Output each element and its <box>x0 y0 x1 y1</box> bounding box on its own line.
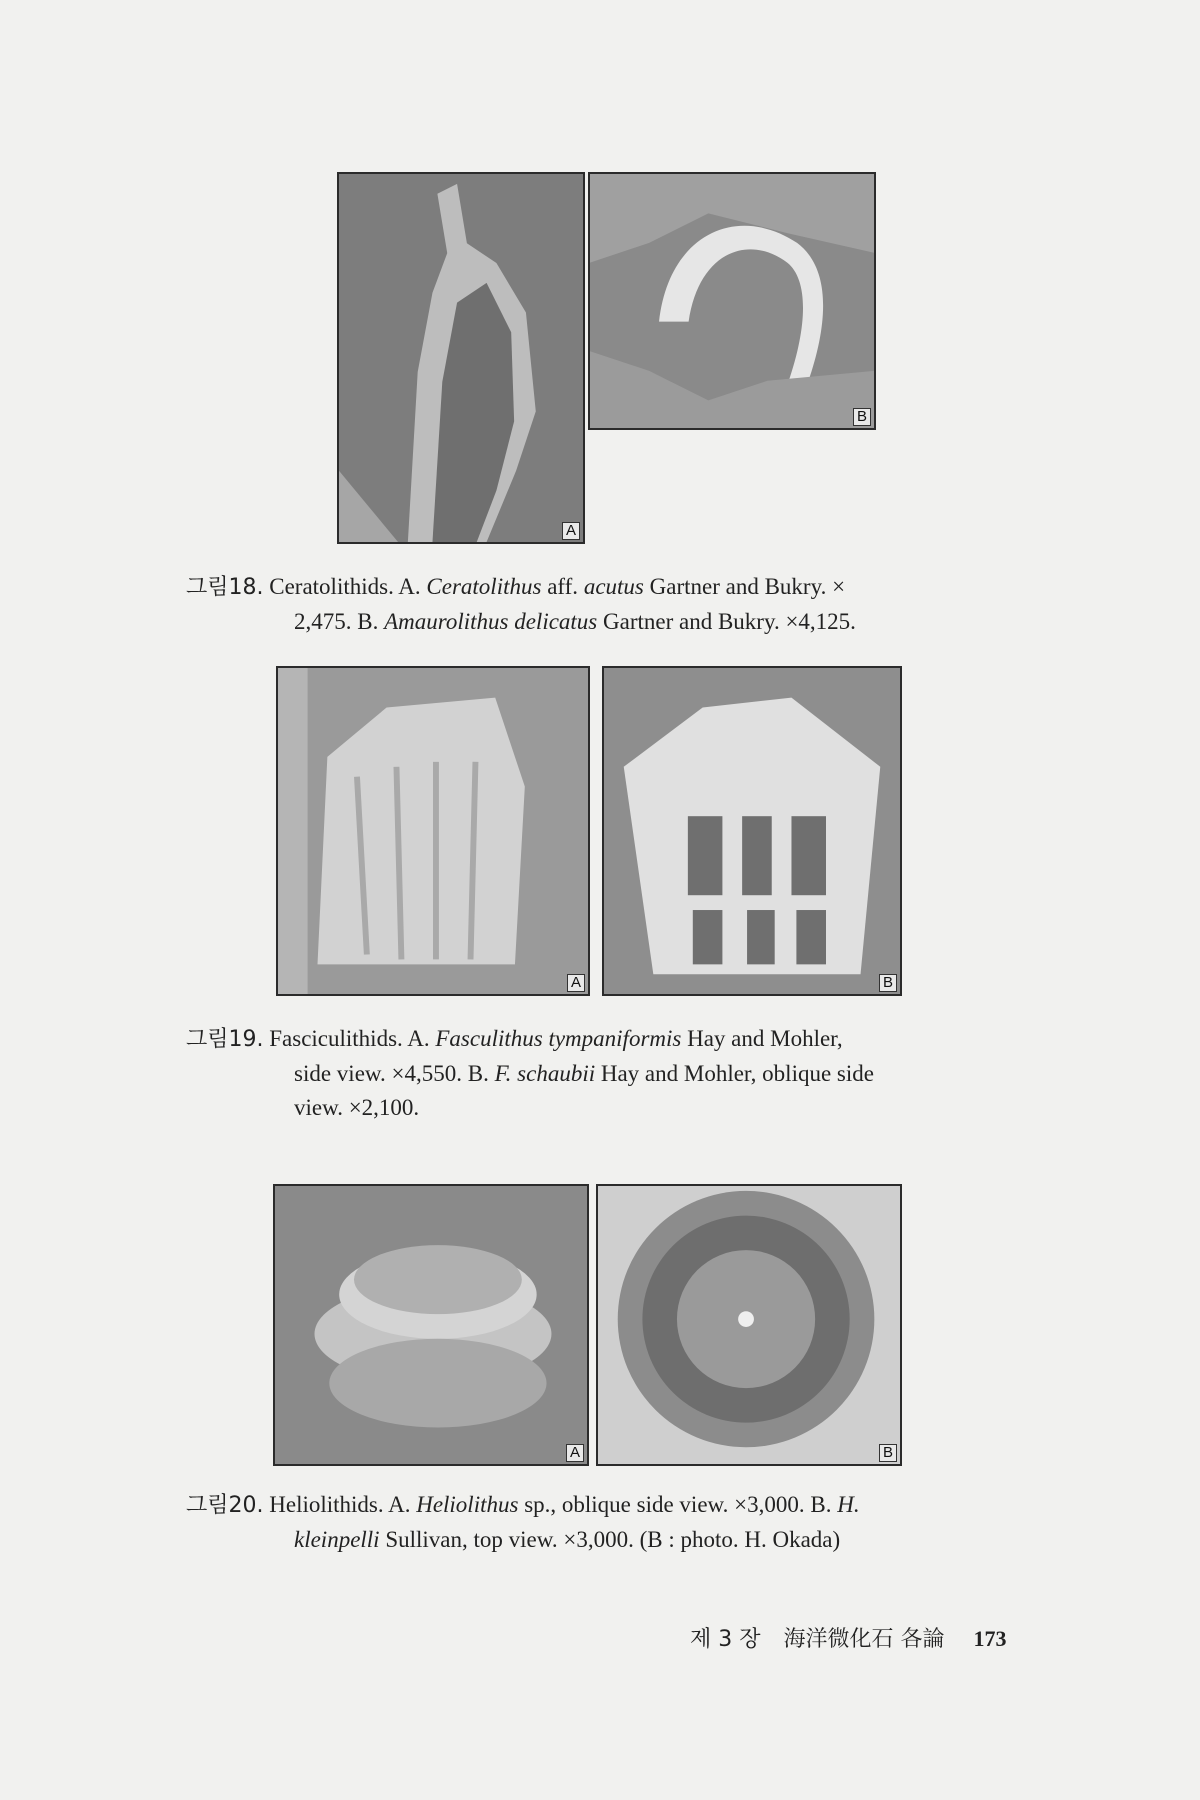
fig18-panel-b <box>588 172 876 430</box>
taxon-name: acutus <box>583 574 644 599</box>
amaurolithus-micrograph <box>590 174 874 428</box>
caption-text: Hay and Mohler, <box>681 1026 843 1051</box>
running-footer <box>690 1622 1023 1653</box>
fig20-caption <box>186 1488 1046 1557</box>
panel-label: B <box>879 1444 897 1462</box>
fasculithus-schaubii-micrograph <box>604 668 900 994</box>
chapter-title: 海洋微化石 各論 <box>783 1627 945 1652</box>
fig18-panel-a <box>337 172 585 544</box>
figure-number: 그림19. <box>186 1027 264 1052</box>
fig19-caption <box>186 1022 1036 1125</box>
fig19-panel-b <box>602 666 902 996</box>
caption-text: view. ×2,100. <box>294 1095 420 1120</box>
chapter-label: 제 3 장 <box>690 1627 761 1652</box>
fasculithus-micrograph <box>278 668 588 994</box>
caption-line <box>186 1523 1046 1557</box>
ceratolithus-micrograph <box>339 174 583 542</box>
panel-label: B <box>879 974 897 992</box>
caption-line <box>186 1091 1036 1125</box>
taxon-name: kleinpelli <box>294 1527 380 1552</box>
figure-number: 그림20. <box>186 1493 264 1518</box>
caption-text: sp., oblique side view. ×3,000. B. <box>518 1492 838 1517</box>
taxon-name: Heliolithus <box>416 1492 519 1517</box>
caption-text: side view. ×4,550. B. <box>294 1061 495 1086</box>
caption-text: Hay and Mohler, oblique side <box>595 1061 874 1086</box>
page-number: 173 <box>973 1626 1007 1651</box>
taxon-name: Ceratolithus <box>426 574 542 599</box>
caption-line <box>186 1057 1036 1091</box>
caption-text: Gartner and Bukry. × <box>643 574 846 599</box>
panel-label: B <box>853 408 871 426</box>
panel-label: A <box>567 974 585 992</box>
heliolithus-micrograph <box>275 1186 587 1464</box>
panel-label: A <box>562 522 580 540</box>
taxon-name: H. <box>837 1492 860 1517</box>
caption-text: Fasciculithids. A. <box>263 1026 436 1051</box>
fig20-panel-b <box>596 1184 902 1466</box>
taxon-name: Amaurolithus delicatus <box>384 609 598 634</box>
fig19-panel-a <box>276 666 590 996</box>
heliolithus-kleinpelli-micrograph <box>598 1186 900 1464</box>
caption-text: Ceratolithids. A. <box>263 574 427 599</box>
caption-text: Gartner and Bukry. ×4,125. <box>597 609 856 634</box>
caption-line <box>186 605 1036 639</box>
caption-text: Heliolithids. A. <box>263 1492 417 1517</box>
fig18-caption <box>186 570 1036 639</box>
taxon-name: F. schaubii <box>494 1061 596 1086</box>
caption-text: aff. <box>541 574 584 599</box>
panel-label: A <box>566 1444 584 1462</box>
fig20-panel-a <box>273 1184 589 1466</box>
caption-text: 2,475. B. <box>294 609 385 634</box>
figure-number: 그림18. <box>186 575 264 600</box>
taxon-name: Fasculithus tympaniformis <box>435 1026 682 1051</box>
caption-text: Sullivan, top view. ×3,000. (B : photo. H. Okada) <box>379 1527 841 1552</box>
